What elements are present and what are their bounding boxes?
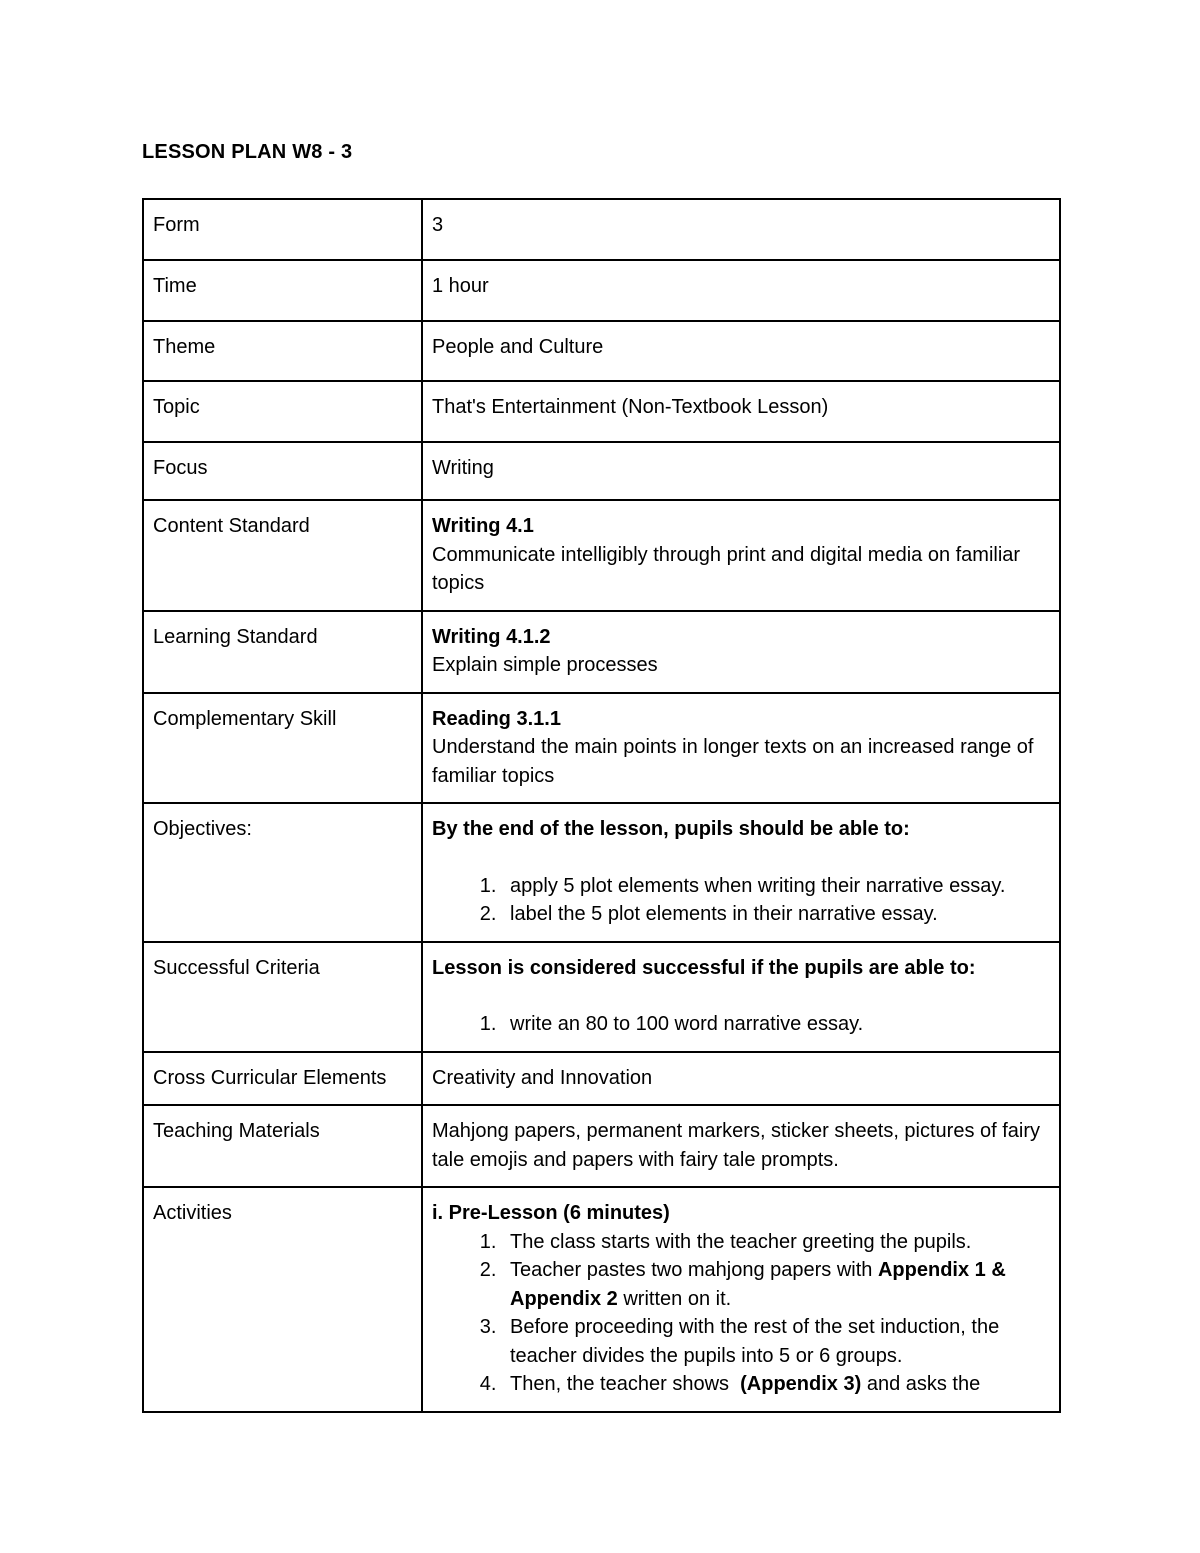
value-objectives bbox=[422, 803, 1060, 942]
value-cross-curricular: Creativity and Innovation bbox=[422, 1052, 1060, 1106]
learning-standard-text: Explain simple processes bbox=[432, 654, 658, 676]
value-focus: Writing bbox=[422, 442, 1060, 500]
label-time: Time bbox=[143, 260, 422, 321]
value-content-standard bbox=[422, 500, 1060, 611]
value-learning-standard bbox=[422, 611, 1060, 693]
complementary-skill-text: Understand the main points in longer texts on an increased range of familiar topics bbox=[432, 736, 1034, 787]
value-topic: That's Entertainment (Non-Textbook Lesson) bbox=[422, 381, 1060, 442]
label-teaching-materials: Teaching Materials bbox=[143, 1105, 422, 1187]
label-complementary-skill: Complementary Skill bbox=[143, 693, 422, 804]
content-standard-text: Communicate intelligibly through print and digital media on familiar topics bbox=[432, 543, 1021, 594]
row-successful-criteria bbox=[143, 942, 1060, 1052]
label-topic: Topic bbox=[143, 381, 422, 442]
list-item: 1. write an 80 to 100 word narrative essay. bbox=[502, 1010, 1050, 1039]
label-activities: Activities bbox=[143, 1187, 422, 1412]
value-time: 1 hour bbox=[422, 260, 1060, 321]
criteria-heading: Lesson is considered successful if the pupils are able to: bbox=[432, 956, 976, 979]
row-complementary-skill bbox=[143, 693, 1060, 804]
value-successful-criteria bbox=[422, 942, 1060, 1052]
content-standard-heading: Writing 4.1 bbox=[432, 515, 534, 537]
label-focus: Focus bbox=[143, 442, 422, 500]
row-activities bbox=[143, 1187, 1060, 1412]
label-form: Form bbox=[143, 199, 422, 260]
label-cross-curricular: Cross Curricular Elements bbox=[143, 1052, 422, 1106]
list-item: 2. label the 5 plot elements in their narrative essay. bbox=[502, 900, 1050, 929]
activities-heading: i. Pre-Lesson (6 minutes) bbox=[432, 1202, 670, 1224]
row-content-standard bbox=[143, 500, 1060, 611]
row-teaching-materials bbox=[143, 1105, 1060, 1187]
label-theme: Theme bbox=[143, 321, 422, 381]
list-item: 3. Before proceeding with the rest of the set induction, the teacher divides the pupils into 5 or 6 groups. bbox=[502, 1313, 1050, 1370]
objectives-heading: By the end of the lesson, pupils should be able to: bbox=[432, 818, 910, 840]
label-objectives: Objectives: bbox=[143, 803, 422, 942]
list-item: 1. apply 5 plot elements when writing their narrative essay. bbox=[502, 872, 1050, 901]
value-complementary-skill bbox=[422, 693, 1060, 804]
lesson-plan-table bbox=[142, 198, 1061, 1413]
list-item: 4. Then, the teacher shows (Appendix 3) and asks the bbox=[502, 1370, 1050, 1399]
value-teaching-materials: Mahjong papers, permanent markers, sticker sheets, pictures of fairy tale emojis and papers with fairy tale prompts. bbox=[422, 1105, 1060, 1187]
value-form: 3 bbox=[422, 199, 1060, 260]
row-focus bbox=[143, 442, 1060, 500]
row-theme bbox=[143, 321, 1060, 381]
criteria-list bbox=[432, 1010, 1050, 1039]
row-topic bbox=[143, 381, 1060, 442]
row-cross-curricular bbox=[143, 1052, 1060, 1106]
row-learning-standard bbox=[143, 611, 1060, 693]
label-learning-standard: Learning Standard bbox=[143, 611, 422, 693]
value-activities bbox=[422, 1187, 1060, 1412]
learning-standard-heading: Writing 4.1.2 bbox=[432, 625, 551, 648]
row-form bbox=[143, 199, 1060, 260]
row-time bbox=[143, 260, 1060, 321]
document-title: LESSON PLAN W8 - 3 bbox=[142, 141, 353, 163]
activities-list bbox=[432, 1228, 1050, 1399]
row-objectives bbox=[143, 803, 1060, 942]
objectives-list bbox=[432, 872, 1050, 929]
label-content-standard: Content Standard bbox=[143, 500, 422, 611]
complementary-skill-heading: Reading 3.1.1 bbox=[432, 707, 561, 730]
label-successful-criteria: Successful Criteria bbox=[143, 942, 422, 1052]
value-theme: People and Culture bbox=[422, 321, 1060, 381]
list-item: 1. The class starts with the teacher greeting the pupils. bbox=[502, 1228, 1050, 1257]
list-item: 2. Teacher pastes two mahjong papers with Appendix 1 & Appendix 2 written on it. bbox=[502, 1256, 1050, 1313]
